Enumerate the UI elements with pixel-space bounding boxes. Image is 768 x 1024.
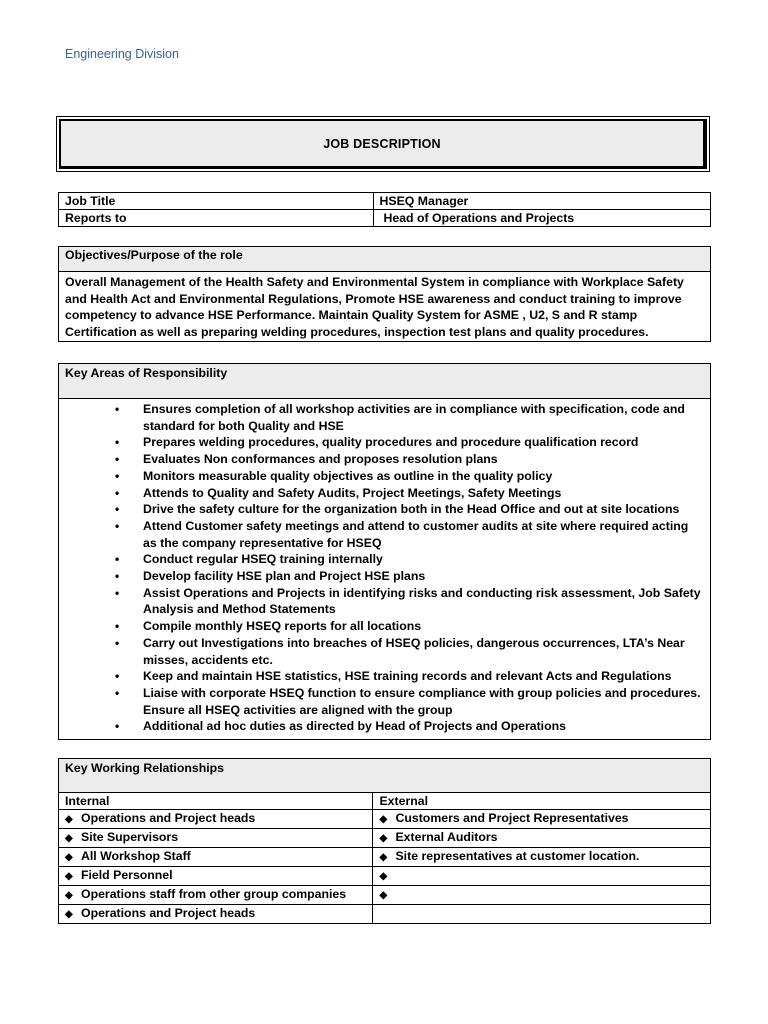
list-item: • Liaise with corporate HSEQ function to ensure compliance with group policies and procedures. Ensure all HSEQ activities are aligned with the group: [115, 685, 701, 717]
diamond-icon: ◆: [65, 890, 73, 901]
bullet-icon: •: [115, 619, 120, 634]
diamond-icon: ◆: [379, 871, 388, 882]
table-row: [59, 193, 711, 210]
list-item: • Evaluates Non conformances and proposes resolution plans: [115, 452, 498, 467]
list-item: • Develop facility HSE plan and Project HSE plans: [115, 569, 426, 584]
list-item: • Attends to Quality and Safety Audits, Project Meetings, Safety Meetings: [115, 485, 562, 500]
table-row: [59, 829, 711, 848]
table-row: [59, 272, 711, 342]
diamond-icon: ◆: [379, 814, 388, 825]
relationships-heading: Key Working Relationships: [59, 759, 711, 793]
title-box: [56, 116, 710, 172]
diamond-icon: ◆: [379, 890, 388, 901]
list-item: • Monitors measurable quality objectives as outline in the quality policy: [115, 468, 553, 483]
bullet-icon: •: [115, 402, 120, 416]
internal-cell: ◆ Site Supervisors: [59, 829, 373, 848]
external-cell: ◆ Customers and Project Representatives: [373, 810, 711, 829]
external-cell: ◆ External Auditors: [373, 829, 711, 848]
list-item: • Drive the safety culture for the organization both in the Head Office and out at site locations: [115, 502, 680, 517]
bullet-icon: •: [115, 468, 120, 483]
responsibilities-list: [65, 401, 704, 735]
reports-to-value: [373, 210, 711, 227]
external-cell: [373, 867, 711, 886]
table-row: [59, 364, 711, 399]
diamond-icon: ◆: [65, 814, 73, 825]
list-item: • Ensures completion of all workshop activities are in compliance with specification, code and standard for both Quality and HSE: [115, 402, 685, 433]
diamond-icon: ◆: [65, 852, 73, 863]
diamond-icon: ◆: [65, 871, 73, 882]
list-item: • Additional ad hoc duties as directed by Head of Projects and Operations: [115, 719, 566, 734]
bullet-icon: •: [115, 502, 120, 517]
internal-cell: ◆ All Workshop Staff: [59, 848, 373, 867]
diamond-icon: ◆: [65, 833, 73, 844]
table-row: [59, 759, 711, 793]
external-cell: ◆ Site representatives at customer location.: [373, 848, 711, 867]
internal-cell: ◆ Operations and Project heads: [59, 905, 373, 924]
diamond-icon: ◆: [379, 852, 388, 863]
bullet-icon: •: [115, 552, 120, 567]
job-title-label: Job Title: [59, 193, 374, 210]
bullet-icon: •: [115, 635, 120, 650]
bullet-icon: •: [115, 518, 120, 533]
bullet-icon: •: [115, 485, 120, 500]
internal-cell: ◆ Operations and Project heads: [59, 810, 373, 829]
reports-to-label: Reports to: [59, 210, 374, 227]
table-row: [59, 247, 711, 272]
table-row: [59, 793, 711, 810]
list-item: • Attend Customer safety meetings and attend to customer audits at site where required acting as the company representative for HSEQ: [115, 518, 689, 550]
division-header: Engineering Division: [65, 47, 179, 61]
document-title: JOB DESCRIPTION: [59, 119, 707, 169]
list-item: • Conduct regular HSEQ training internally: [115, 552, 383, 567]
job-title-value: HSEQ Manager: [373, 193, 711, 210]
table-row: [59, 210, 711, 227]
internal-cell: ◆ Field Personnel: [59, 867, 373, 886]
objectives-table: [58, 246, 711, 342]
list-item: • Compile monthly HSEQ reports for all locations: [115, 619, 422, 634]
objectives-text: Overall Management of the Health Safety and Environmental System in compliance with Workplace Safety and Health Act and Environmental Regulations, Promote HSE awareness and conduct training to improve competency to advance HSE Performance. Maintain Quality System for ASME , U2, S and R stamp Certification as well as preparing welding procedures, inspection test plans and quality procedures.: [59, 272, 711, 342]
objectives-heading: Objectives/Purpose of the role: [59, 247, 711, 272]
relationships-table: [58, 758, 711, 924]
list-item: • Assist Operations and Projects in identifying risks and conducting risk assessment, Job Safety Analysis and Method Statements: [115, 585, 701, 617]
list-item: • Prepares welding procedures, quality procedures and procedure qualification record: [115, 435, 639, 450]
responsibilities-heading: Key Areas of Responsibility: [59, 364, 711, 399]
diamond-icon: ◆: [379, 833, 388, 844]
bullet-icon: •: [115, 719, 120, 734]
table-row: [59, 867, 711, 886]
table-row: [59, 848, 711, 867]
job-info-table: [58, 192, 711, 227]
internal-cell: ◆ Operations staff from other group companies: [59, 886, 373, 905]
external-cell: [373, 886, 711, 905]
responsibilities-table: [58, 363, 711, 740]
table-row: [59, 399, 711, 740]
table-row: [59, 905, 711, 924]
list-item: • Carry out Investigations into breaches of HSEQ policies, dangerous occurrences, LTA’s Near misses, accidents etc.: [115, 635, 685, 667]
external-cell: [373, 905, 711, 924]
list-item: • Keep and maintain HSE statistics, HSE training records and relevant Acts and Regulations: [115, 669, 672, 684]
table-row: [59, 810, 711, 829]
bullet-icon: •: [115, 569, 120, 584]
table-row: [59, 886, 711, 905]
bullet-icon: •: [115, 669, 120, 684]
bullet-icon: •: [115, 585, 120, 600]
diamond-icon: ◆: [65, 909, 73, 920]
bullet-icon: •: [115, 435, 120, 450]
internal-column-header: Internal: [59, 793, 373, 810]
reports-to-text: Head of Operations and Projects: [383, 211, 575, 225]
external-column-header: External: [373, 793, 711, 810]
bullet-icon: •: [115, 685, 120, 700]
responsibilities-cell: [59, 399, 711, 740]
bullet-icon: •: [115, 452, 120, 467]
